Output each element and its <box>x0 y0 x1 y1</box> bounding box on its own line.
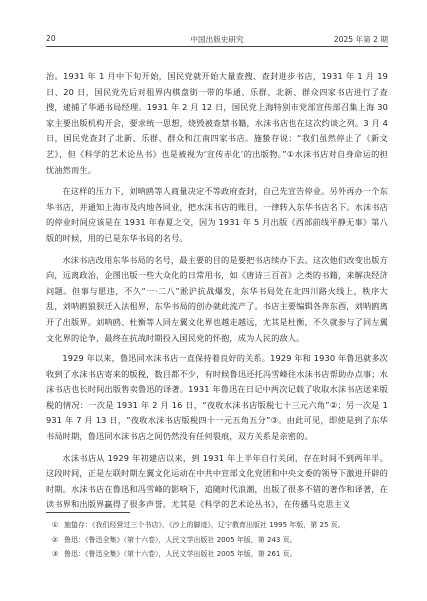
paragraph: 水沫书店从 1929 年初建店以来，到 1931 年上半年自行关闭，存在时间不到两年半。这段时间，正是左联时期左翼文化运动在中共中宣部文化党团和中央文委的领导下激进开辟的时期。水沫书店在鲁迅和冯雪峰的影响下，追随时代浪潮，出版了很多不错的著作和译著，在读书界和出版界赢得了很多声誉。尤其是《科学的艺术论丛书》，在传播马克思主义 <box>46 452 388 510</box>
footnote-text: 施蛰存：《我们经营过三个书店》，《沙上的脚迹》，辽宁教育出版社 1995 年版，第 25 页。 <box>64 521 345 529</box>
page-number: 20 <box>46 34 56 43</box>
paragraph: 在这样的压力下，刘呐鸥等人商量决定不等政府查封，自己先宣告停业。另外再办一个东华书店，并通知上海市及内地各同业，把水沫书店的账目，一律转入东华书店名下。水沫书店的停业时间应该是在 1931 年春夏之交，因为 1931 年 5 月出版《西部前线平静无事》第八版的时候，用的已是东华书局的名号。 <box>46 186 388 243</box>
footnote-mark: ③ <box>51 550 59 558</box>
footnote-text: 鲁迅：《鲁迅全集》（第十六卷），人民文学出版社 2005 年版，第 243 页。 <box>64 535 297 544</box>
issue-label: 2025 年第 2 期 <box>333 35 388 44</box>
footnote-mark: ② <box>51 535 59 544</box>
running-header <box>46 33 388 47</box>
footnote <box>46 533 388 548</box>
paragraph: 水沫书店改用东华书局的名号，最主要的目的是要把书店续办下去。这次他们改变出版方向，远离政治，企图出版一些大众化的日常用书，如《唐诗三百首》之类的书籍，来解决经济问题。但事与愿违，不久“一·二八”淞沪抗战爆发，东华书局处在北四川路火线上，秩序大乱，刘呐鸥狼狈迁入法租界，东华书局的创办就此流产了。书店主要编辑各奔东西，刘呐鸥离开了出版界。刘呐鸥、杜衡等人同左翼文化界也越走越远，尤其是杜衡，不久就参与了同左翼文化界的论争，最终在抗战时期投入国民党的怀抱，成为人民的敌人。 <box>46 254 388 343</box>
article-body <box>46 69 388 519</box>
footnotes <box>46 518 388 562</box>
footnote-mark: ① <box>51 521 59 529</box>
header-divider <box>46 46 388 47</box>
footnote <box>46 547 388 562</box>
paragraph-continued: 治。1931 年 1 月中下旬开始，国民党就开始大量查搜、查封进步书店，1931 年 1 月 19 日、20 日，国民党先后对租界内棋盘街一带的华通、乐群、北新、群众四家书店进行了查搜，逮捕了华通书局经理。1931 年 2 月 12 日，国民党上海特别市党部宣传部召集上海 30 家主要出版机构开会，要求统一思想，烧毁被查禁书籍，水沫书店也在这次约谈之列。3 月 4 日，国民党查封了北新、乐群、群众和江南四家书店。施蛰存说：“我们虽然停止了《新文艺》，但《科学的艺术论丛书》也是被视为‘宣传赤化’的出版物。”①水沫书店对自身命运的担忧油然而生。 <box>46 71 388 175</box>
paragraph: 1929 年以来，鲁迅同水沫书店一直保持着良好的关系。1929 年和 1930 年鲁迅就多次收到了水沫书店寄来的版税，数目都不少，有时候鲁迅还托冯雪峰往水沫书店帮助办点事；水沫书店也长时间出版售卖鲁迅的译著。1931 年鲁迅在日记中两次记载了收取水沫书店送来版税的情况：一次是 1931 年 2 月 16 日，“夜收水沫书店版税七十三元六角”②；另一次是 1931 年 7 月 13 日，“夜收水沫书店版税四十一元五角五分”③。由此可见，即使是到了东华书局时期，鲁迅同水沫书店之间仍然没有任何裂痕，双方关系是亲密的。 <box>46 353 388 442</box>
journal-title: 中国出版史研究 <box>190 35 244 44</box>
footnote-text: 鲁迅：《鲁迅全集》（第十六卷），人民文学出版社 2005 年版，第 261 页。 <box>64 550 297 558</box>
footnote-divider <box>46 512 130 513</box>
footnote <box>46 518 388 533</box>
